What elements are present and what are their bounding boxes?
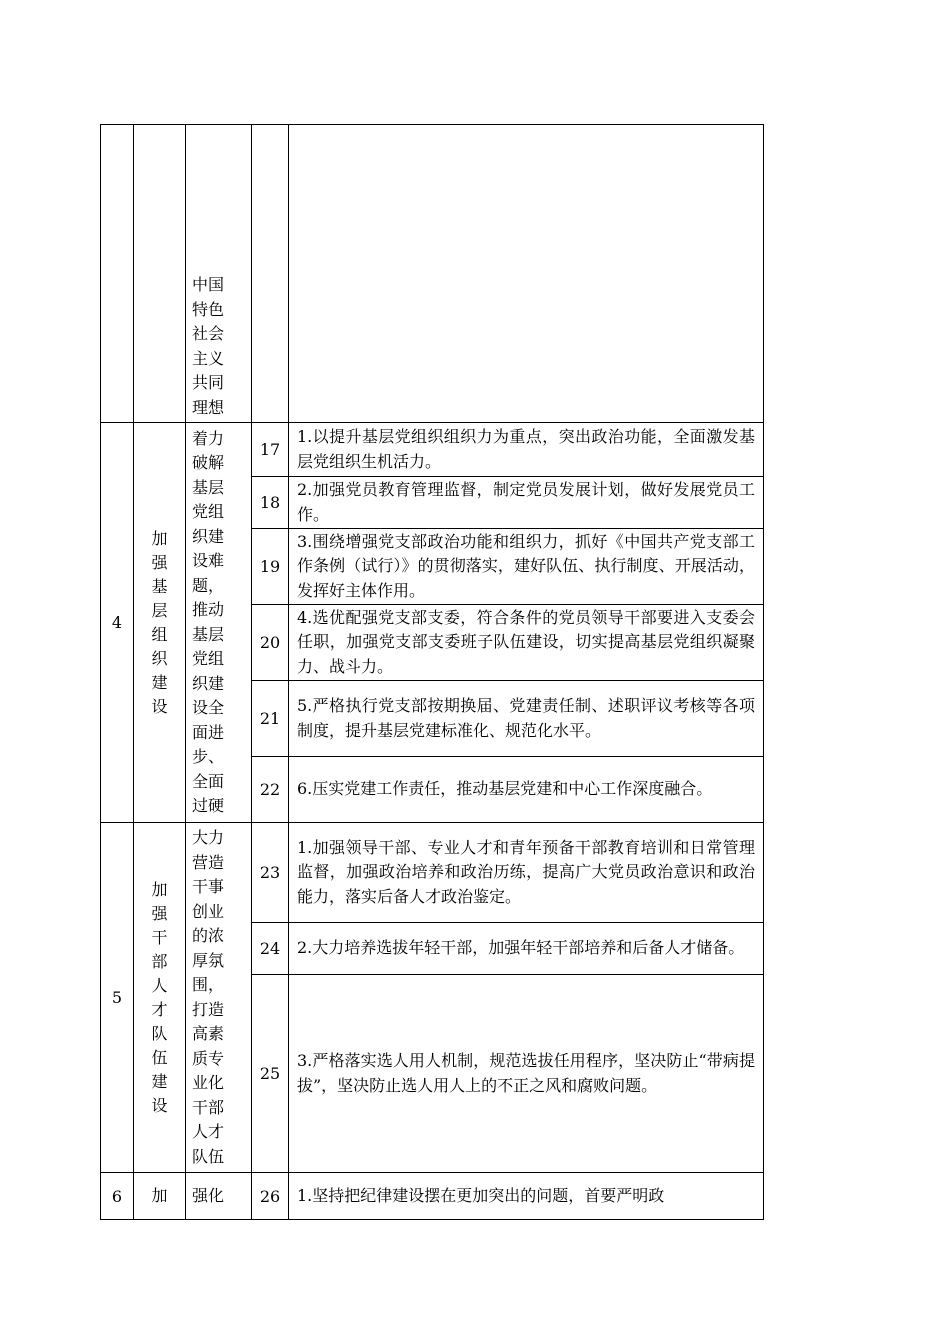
item-text: 3.围绕增强党支部政治功能和组织力，抓好《中国共产党支部工作条例（试行）》的贯彻落实，建好队伍、执行制度、开展活动，发挥好主体作用。 <box>289 529 764 605</box>
row-index: 6 <box>101 1173 134 1220</box>
item-text: 2.大力培养选拔年轻干部，加强年轻干部培养和后备人才储备。 <box>289 923 764 975</box>
row-title: 加 <box>134 1173 186 1220</box>
row-title: 加 强 干 部 人 才 队 伍 建 设 <box>134 823 186 1173</box>
item-text: 1.坚持把纪律建设摆在更加突出的问题，首要严明政 <box>289 1173 764 1220</box>
row-goal: 中国 特色 社会 主义 共同 理想 <box>186 125 252 423</box>
item-number <box>252 125 289 423</box>
table-row <box>101 125 764 423</box>
item-number: 21 <box>252 681 289 757</box>
table-row <box>101 1173 764 1220</box>
row-index <box>101 125 134 423</box>
item-text <box>289 125 764 423</box>
row-index: 5 <box>101 823 134 1173</box>
item-text: 6.压实党建工作责任，推动基层党建和中心工作深度融合。 <box>289 757 764 823</box>
item-text: 5.严格执行党支部按期换届、党建责任制、述职评议考核等各项制度，提升基层党建标准化、规范化水平。 <box>289 681 764 757</box>
row-title <box>134 125 186 423</box>
table-row <box>101 423 764 477</box>
row-goal: 强化 <box>186 1173 252 1220</box>
item-number: 20 <box>252 605 289 681</box>
item-number: 18 <box>252 477 289 529</box>
item-text: 2.加强党员教育管理监督，制定党员发展计划，做好发展党员工作。 <box>289 477 764 529</box>
item-text: 3.严格落实选人用人机制，规范选拔任用程序，坚决防止“带病提拔”，坚决防止选人用人上的不正之风和腐败问题。 <box>289 975 764 1173</box>
row-goal: 大力 营造 干事 创业 的浓 厚氛 围， 打造 高素 质专 业化 干部 人才 队伍 <box>186 823 252 1173</box>
row-title: 加 强 基 层 组 织 建 设 <box>134 423 186 823</box>
item-text: 1.加强领导干部、专业人才和青年预备干部教育培训和日常管理监督，加强政治培养和政治历练，提高广大党员政治意识和政治能力，落实后备人才政治鉴定。 <box>289 823 764 923</box>
row-goal: 着力 破解 基层 党组 织建 设难 题， 推动 基层 党组 织建 设全 面进 步、 全面 过硬 <box>186 423 252 823</box>
item-number: 26 <box>252 1173 289 1220</box>
item-text: 4.选优配强党支部支委，符合条件的党员领导干部要进入支委会任职，加强党支部支委班子队伍建设，切实提高基层党组织凝聚力、战斗力。 <box>289 605 764 681</box>
item-number: 25 <box>252 975 289 1173</box>
row-index: 4 <box>101 423 134 823</box>
item-number: 17 <box>252 423 289 477</box>
item-number: 24 <box>252 923 289 975</box>
item-number: 23 <box>252 823 289 923</box>
item-number: 19 <box>252 529 289 605</box>
plan-table <box>100 124 764 1220</box>
item-text: 1.以提升基层党组织组织力为重点，突出政治功能，全面激发基层党组织生机活力。 <box>289 423 764 477</box>
table-row <box>101 823 764 923</box>
item-number: 22 <box>252 757 289 823</box>
